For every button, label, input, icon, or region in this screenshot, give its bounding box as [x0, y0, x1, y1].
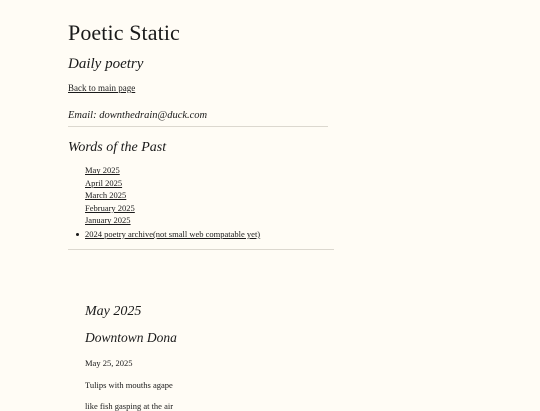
post-section — [85, 304, 345, 411]
month-link-april-2025[interactable]: April 2025 — [85, 177, 123, 188]
poem-title: Downtown Dona — [85, 330, 177, 346]
month-link-may-2025[interactable]: May 2025 — [85, 165, 120, 176]
month-item — [85, 214, 338, 227]
archive-2024-link[interactable]: 2024 poetry archive(not small web compatable yet) — [85, 228, 261, 239]
archive-section — [68, 140, 338, 240]
post-date: May 25, 2025 — [85, 358, 133, 369]
archive-heading: Words of the Past — [68, 140, 167, 155]
month-item — [85, 164, 338, 177]
month-item — [85, 202, 338, 215]
month-heading: May 2025 — [85, 304, 142, 319]
divider — [68, 126, 328, 127]
month-link-january-2025[interactable]: January 2025 — [85, 215, 131, 226]
site-header — [68, 20, 330, 122]
site-title: Poetic Static — [68, 20, 180, 45]
month-item — [85, 189, 338, 202]
poem-line: like fish gasping at the air — [85, 400, 174, 411]
month-item — [85, 177, 338, 190]
contact-email: Email: downthedrain@duck.com — [68, 109, 208, 121]
archive-2024-item — [85, 228, 338, 241]
divider — [68, 249, 334, 250]
back-to-main-link[interactable]: Back to main page — [68, 82, 136, 93]
site-subtitle: Daily poetry — [68, 56, 144, 73]
month-link-february-2025[interactable]: February 2025 — [85, 202, 135, 213]
month-link-march-2025[interactable]: March 2025 — [85, 190, 127, 201]
month-list — [68, 164, 338, 240]
poem-line: Tulips with mouths agape — [85, 380, 173, 391]
